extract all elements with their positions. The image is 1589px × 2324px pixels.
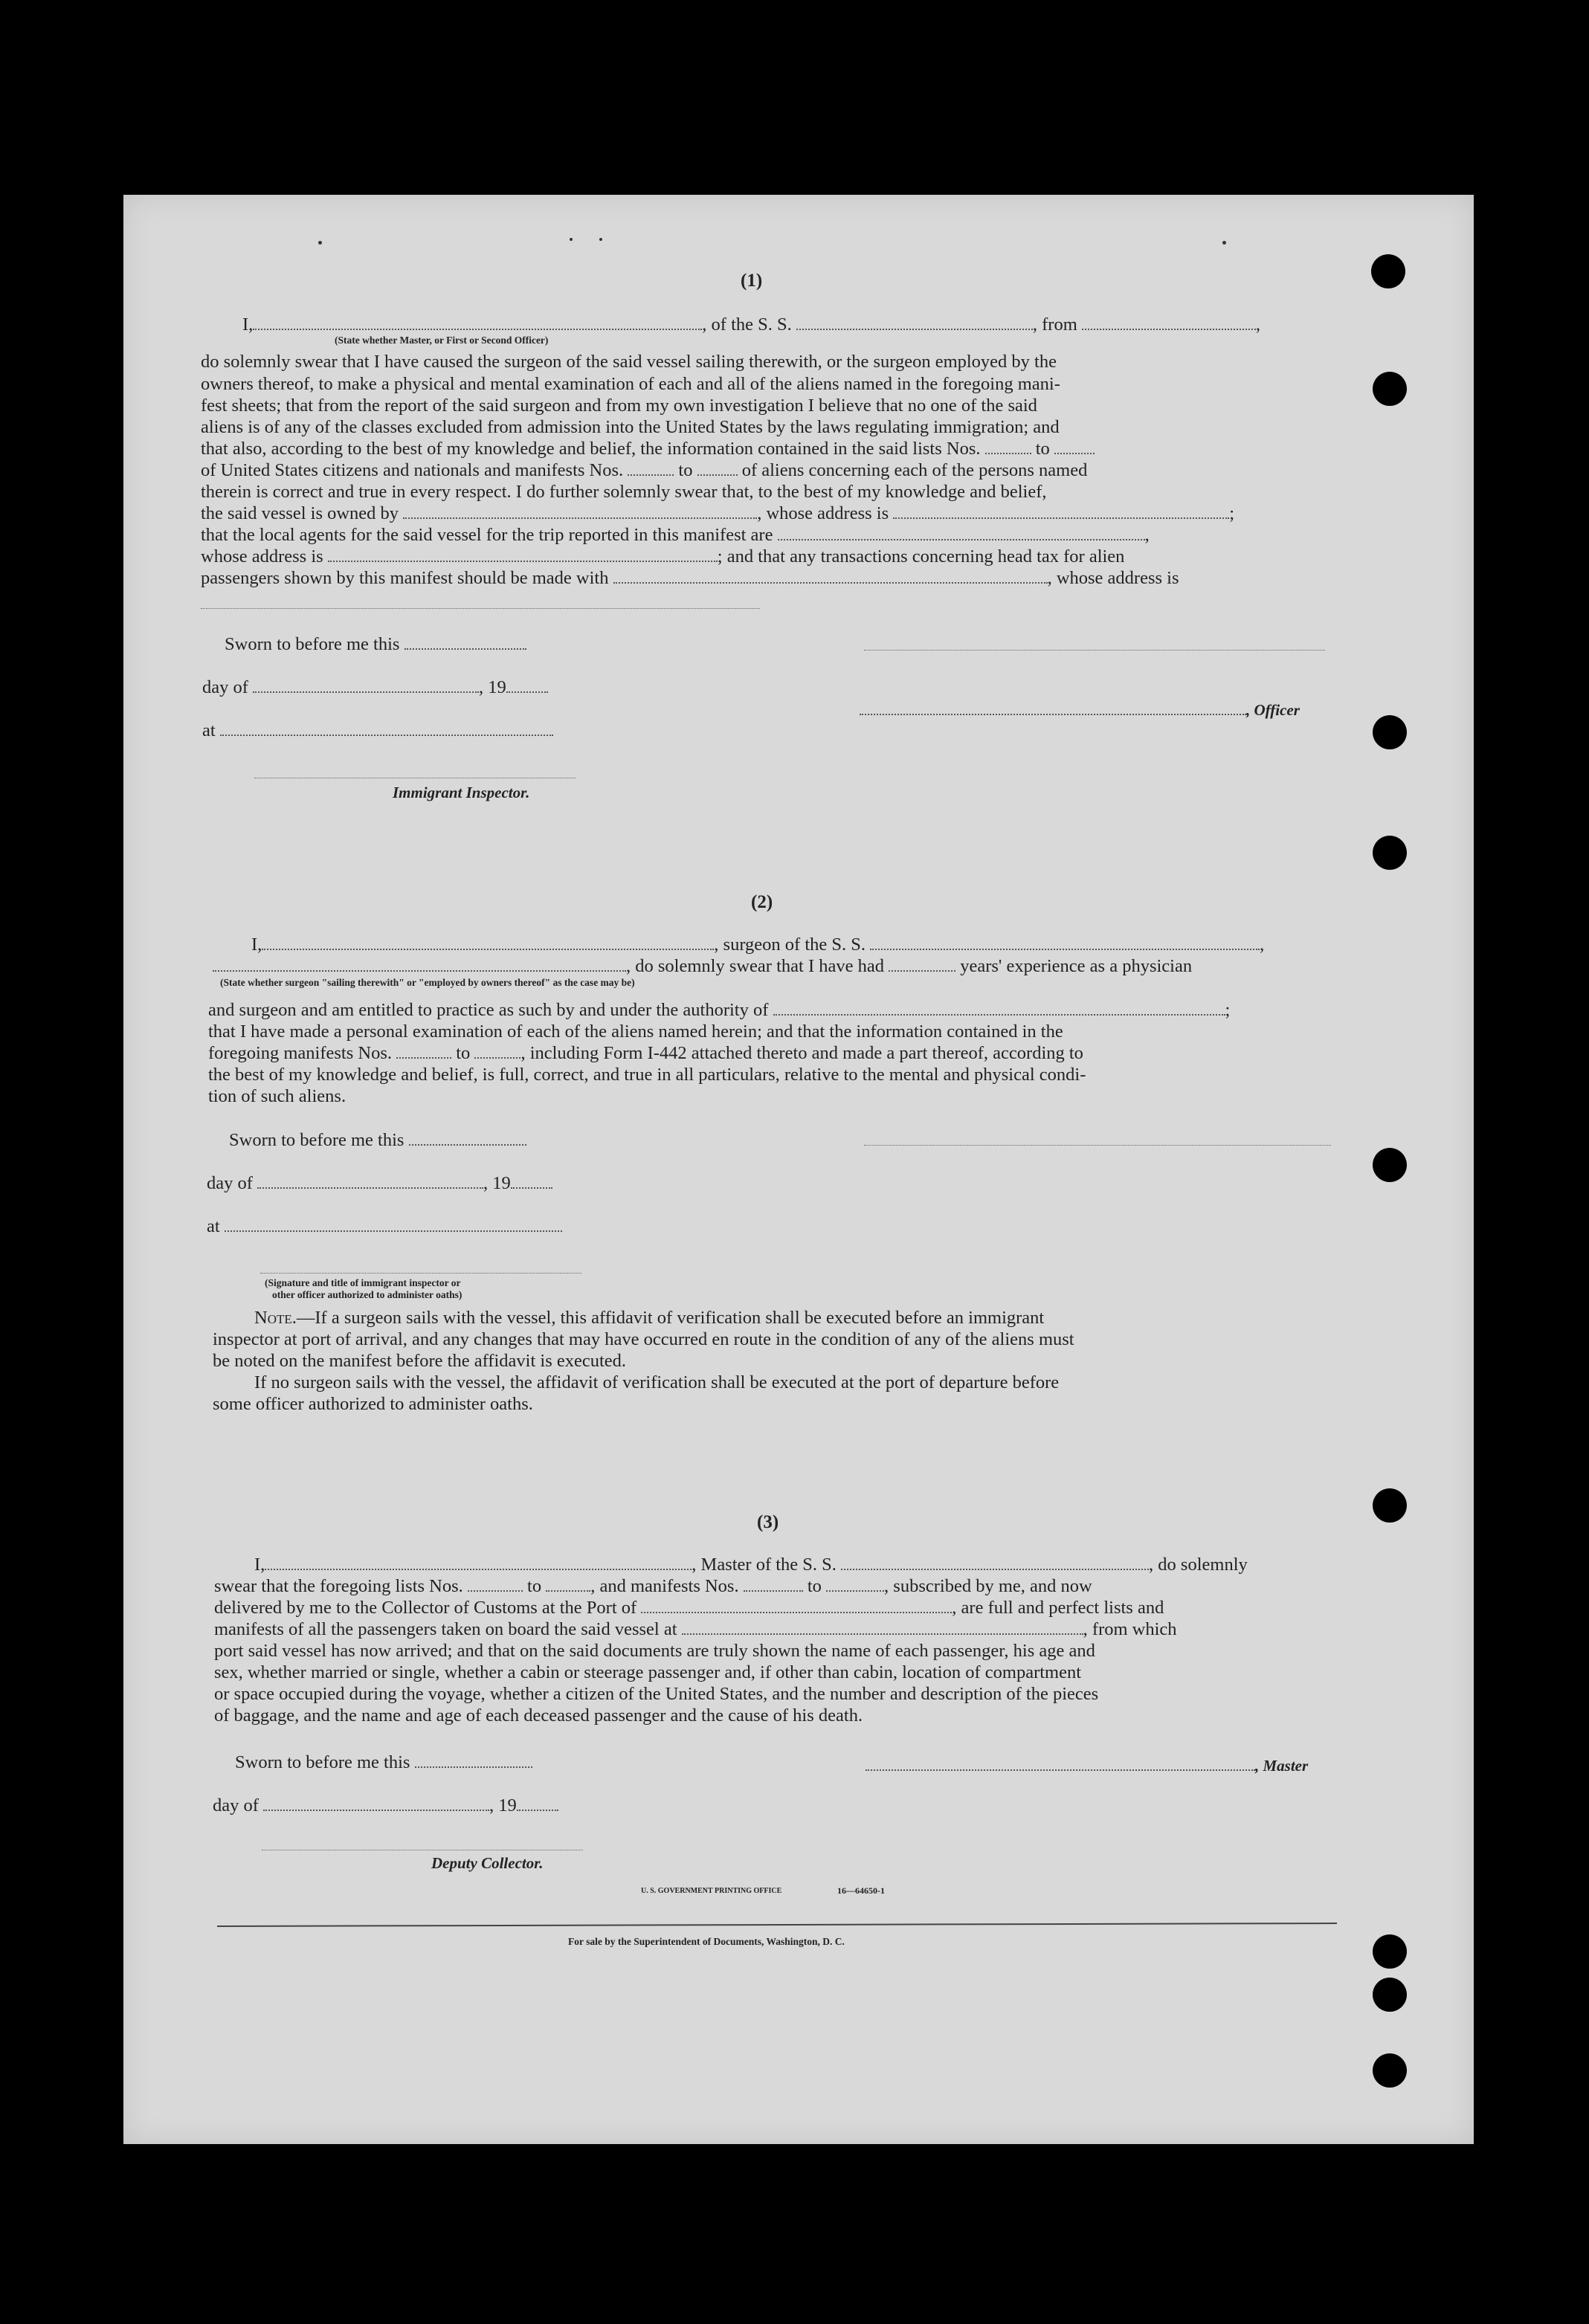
affidavit-3-line-2: swear that the foregoing lists Nos. to , and manifests Nos. to , subscribed by me, and now (214, 1576, 1092, 1596)
day-of-3: day of , 19 (213, 1795, 558, 1817)
officer-note: (State whether Master, or First or Second Officer) (335, 335, 549, 346)
punch-hole (1371, 254, 1405, 288)
punch-hole (1373, 1978, 1407, 2012)
affidavit-1-line-10: that the local agents for the said vessel for the trip reported in this manifest are , (201, 525, 1150, 545)
note-line-1: Note.—If a surgeon sails with the vessel, this affidavit of verification shall be executed before an immigrant (254, 1308, 1045, 1328)
affidavit-1-body-2: owners thereof, to make a physical and mental examination of each and all of the aliens named in the foregoing mani- (201, 374, 1060, 394)
affidavit-2-line-1: I, , surgeon of the S. S. , (251, 935, 1265, 955)
affidavit-1-line-9: the said vessel is owned by , whose address is ; (201, 503, 1235, 523)
sworn-text-3: Sworn to before me this (235, 1752, 532, 1774)
affidavit-3-body-3: or space occupied during the voyage, whether a citizen of the United States, and the number and description of the pieces (214, 1684, 1099, 1704)
day-of-2: day of , 19 (207, 1172, 552, 1195)
affidavit-1-line-6: that also, according to the best of my knowledge and belief, the information contained in the said lists Nos. to (201, 438, 1095, 460)
affidavit-2-line-7: tion of such aliens. (208, 1086, 347, 1106)
form-number: 16—64650-1 (837, 1885, 885, 1896)
affidavit-1-line-11: whose address is ; and that any transactions concerning head tax for alien (201, 546, 1125, 567)
punch-hole (1373, 2053, 1407, 2088)
signature-note-line-2: other officer authorized to administer oaths) (272, 1289, 462, 1300)
punch-hole (1373, 372, 1407, 406)
note-line-4: If no surgeon sails with the vessel, the affidavit of verification shall be executed at the port of departure before (254, 1372, 1060, 1392)
document-page (123, 195, 1474, 2144)
affidavit-2-line-6: the best of my knowledge and belief, is full, correct, and true in all particulars, relative to the mental and physical condi- (208, 1065, 1086, 1085)
affidavit-2-line-3: and surgeon and am entitled to practice as such by and under the authority of ; (208, 1000, 1231, 1020)
affidavit-2-line-4: that I have made a personal examination of each of the aliens named herein; and that the information contained in the (208, 1021, 1063, 1042)
note-line-2: inspector at port of arrival, and any changes that may have occurred en route in the condition of any of the aliens must (213, 1329, 1074, 1349)
sale-note: For sale by the Superintendent of Documents, Washington, D. C. (568, 1936, 845, 1947)
affidavit-3-body-4: of baggage, and the name and age of each deceased passenger and the cause of his death. (214, 1705, 863, 1726)
sworn-text-1: Sworn to before me this (225, 633, 526, 656)
punch-hole (1373, 715, 1407, 749)
affidavit-3-line-3: delivered by me to the Collector of Customs at the Port of , are full and perfect lists and (214, 1598, 1164, 1618)
note-line-3: be noted on the manifest before the affidavit is executed. (213, 1351, 627, 1371)
affidavit-1-body-1: do solemnly swear that I have caused the surgeon of the said vessel sailing therewith, or the surgeon employed by the (201, 352, 1057, 372)
section-heading-3: (3) (757, 1512, 779, 1532)
punch-hole (1373, 1934, 1407, 1969)
signature-note-line-1: (Signature and title of immigrant inspector or (265, 1277, 461, 1288)
sworn-text-2: Sworn to before me this (229, 1129, 526, 1152)
affidavit-3-line-4: manifests of all the passengers taken on board the said vessel at , from which (214, 1619, 1177, 1639)
at-2: at (207, 1216, 562, 1238)
affidavit-1-body-3: fest sheets; that from the report of the said surgeon and from my own investigation I believe that no one of the said (201, 396, 1037, 416)
punch-hole (1373, 836, 1407, 870)
affidavit-1-line-12: passengers shown by this manifest should be made with , whose address is (201, 568, 1179, 588)
note-line-5: some officer authorized to administer oaths. (213, 1394, 533, 1414)
punch-hole (1373, 1488, 1407, 1523)
section-heading-1: (1) (741, 271, 763, 291)
affidavit-1-line-8: therein is correct and true in every respect. I do further solemnly swear that, to the best of my knowledge and belief, (201, 482, 1047, 502)
affidavit-3-body-1: port said vessel has now arrived; and that on the said documents are truly shown the name of each passenger, his age and (214, 1641, 1095, 1661)
affidavit-3-line-1: I, , Master of the S. S. , do solemnly (254, 1555, 1248, 1575)
section-heading-2: (2) (751, 892, 773, 912)
master-signature-line: , Master (866, 1756, 1308, 1775)
officer-signature-line: , Officer (860, 700, 1300, 720)
day-of-1: day of , 19 (202, 677, 548, 699)
surgeon-note: (State whether surgeon "sailing therewith" or "employed by owners thereof" as the case may be) (220, 977, 635, 988)
printer-credit: U. S. GOVERNMENT PRINTING OFFICE (641, 1887, 782, 1895)
affidavit-1-line-1: I, , of the S. S. , from , (242, 314, 1261, 335)
at-1: at (202, 720, 553, 742)
affidavit-3-body-2: sex, whether married or single, whether a cabin or steerage passenger and, if other than cabin, location of compartment (214, 1662, 1082, 1682)
affidavit-1-line-7: of United States citizens and nationals and manifests Nos. to of aliens concerning each of the persons named (201, 460, 1088, 480)
affidavit-2-line-5: foregoing manifests Nos. to , including Form I-442 attached thereto and made a part thereof, according to (208, 1043, 1083, 1063)
immigrant-inspector-label: Immigrant Inspector. (393, 784, 530, 801)
affidavit-2-line-2: , do solemnly swear that I have had years' experience as a physician (213, 955, 1192, 978)
affidavit-1-body-4: aliens is of any of the classes excluded from admission into the United States by the laws regulating immigration; and (201, 417, 1060, 437)
deputy-collector-label: Deputy Collector. (431, 1854, 544, 1872)
punch-hole (1373, 1148, 1407, 1182)
